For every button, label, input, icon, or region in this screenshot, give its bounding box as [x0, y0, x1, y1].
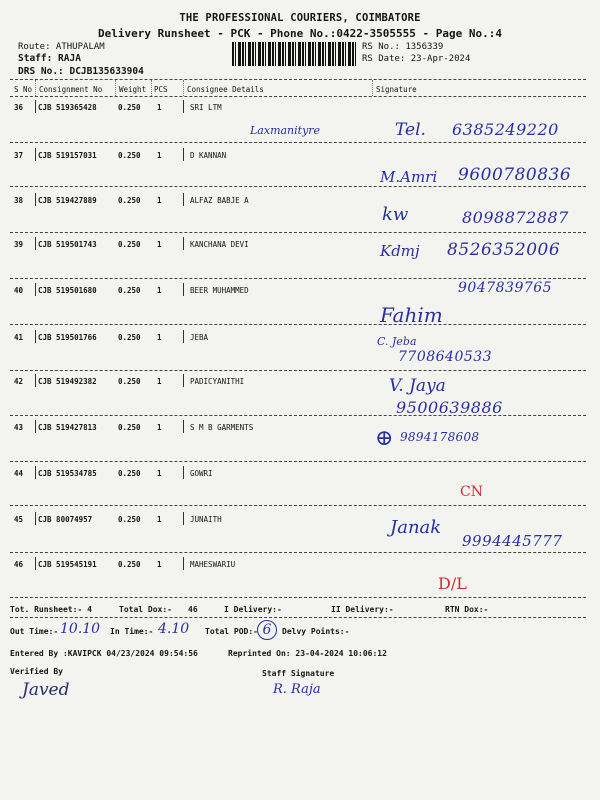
handwritten-signature: Janak — [390, 517, 442, 538]
handwritten-phone: 6385249220 — [452, 120, 559, 139]
row-weight: 0.250 — [118, 515, 141, 524]
box-mark — [35, 193, 38, 206]
row-weight: 0.250 — [118, 196, 141, 205]
row-consignee: ALFAZ BABJE A — [190, 196, 249, 205]
row-consignee: KANCHANA DEVI — [190, 240, 249, 249]
circle-mark-icon: ⊕ — [375, 426, 394, 451]
i-delivery-label: I Delivery:- — [224, 605, 282, 614]
handwritten-signature: V. Jaya — [389, 376, 446, 396]
row-weight: 0.250 — [118, 469, 141, 478]
out-time-label: Out Time:- — [10, 627, 59, 636]
box-mark — [35, 283, 38, 296]
box-mark — [35, 100, 38, 113]
row-consignee: MAHESWARIU — [190, 560, 236, 569]
delvy-points-label: Delvy Points:- — [282, 627, 350, 636]
runsheet-subtitle: Delivery Runsheet - PCK - Phone No.:0422-3505555 - Page No.:4 — [98, 27, 502, 40]
handwritten-phone: 9894178608 — [400, 430, 480, 444]
total-pod-label: Total POD:- — [205, 627, 258, 636]
row-weight: 0.250 — [118, 377, 141, 386]
row-pcs: 1 — [157, 560, 162, 569]
box-mark — [183, 374, 186, 387]
row-pcs: 1 — [157, 377, 162, 386]
row-pcs: 1 — [157, 240, 162, 249]
box-mark — [35, 420, 38, 433]
col-divider — [115, 80, 116, 96]
header-top-rule — [10, 79, 586, 80]
row-consignment: CJB 519157031 — [38, 151, 97, 160]
row-sno: 36 — [14, 103, 24, 112]
handwritten-signature: Kdmj — [380, 242, 420, 260]
row-sno: 43 — [14, 423, 24, 432]
row-weight: 0.250 — [118, 423, 141, 432]
handwritten-in-time: 4.10 — [158, 621, 190, 637]
box-mark — [183, 237, 186, 250]
row-pcs: 1 — [157, 196, 162, 205]
row-consignment: CJB 519545191 — [38, 560, 97, 569]
total-dox-label: Total Dox:- — [119, 605, 172, 614]
row-separator — [10, 324, 586, 325]
box-mark — [35, 374, 38, 387]
footer-mid-rule — [10, 617, 586, 618]
handwritten-signature: Fahim — [380, 303, 443, 327]
row-consignment: CJB 519501743 — [38, 240, 97, 249]
handwritten-phone: 8098872887 — [462, 208, 569, 227]
box-mark — [183, 283, 186, 296]
handwritten-phone: 9500639886 — [396, 398, 503, 417]
row-consignment: CJB 519365428 — [38, 103, 97, 112]
row-separator — [10, 278, 586, 279]
row-separator — [10, 552, 586, 553]
row-consignment: CJB 80074957 — [38, 515, 93, 524]
row-pcs: 1 — [157, 515, 162, 524]
company-title: THE PROFESSIONAL COURIERS, COIMBATORE — [179, 12, 421, 24]
row-pcs: 1 — [157, 333, 162, 342]
box-mark — [35, 148, 38, 161]
row-weight: 0.250 — [118, 286, 141, 295]
row-sno: 41 — [14, 333, 24, 342]
ii-delivery-label: II Delivery:- — [331, 605, 394, 614]
handwritten-note: D/L — [438, 574, 467, 593]
in-time-label: In Time:- — [110, 627, 154, 636]
col-divider — [372, 80, 373, 96]
drs-number: DRS No.: DCJB135633904 — [18, 66, 144, 77]
row-weight: 0.250 — [118, 333, 141, 342]
handwritten-name: Laxmanityre — [250, 124, 321, 137]
handwritten-phone: 9600780836 — [458, 165, 572, 185]
handwritten-total-pod: 6 — [257, 620, 277, 640]
row-pcs: 1 — [157, 151, 162, 160]
box-mark — [183, 420, 186, 433]
row-sno: 37 — [14, 151, 24, 160]
row-weight: 0.250 — [118, 151, 141, 160]
col-header-sno: S No — [14, 85, 33, 94]
row-consignment: CJB 519427813 — [38, 423, 97, 432]
handwritten-out-time: 10.10 — [60, 621, 101, 637]
rs-date: RS Date: 23-Apr-2024 — [362, 54, 471, 64]
row-consignment: CJB 519501766 — [38, 333, 97, 342]
box-mark — [35, 237, 38, 250]
box-mark — [35, 512, 38, 525]
handwritten-phone: 9047839765 — [458, 280, 553, 296]
row-pcs: 1 — [157, 469, 162, 478]
row-consignee: JUNAITH — [190, 515, 222, 524]
row-consignment: CJB 519427889 — [38, 196, 97, 205]
row-sno: 46 — [14, 560, 24, 569]
row-consignee: SRI LTM — [190, 103, 222, 112]
entered-by: Entered By :KAVIPCK 04/23/2024 09:54:56 — [10, 649, 198, 658]
staff-label: Staff: RAJA — [18, 53, 81, 64]
row-consignment: CJB 519534785 — [38, 469, 97, 478]
row-sno: 42 — [14, 377, 24, 386]
row-pcs: 1 — [157, 286, 162, 295]
row-sno: 44 — [14, 469, 24, 478]
row-separator — [10, 370, 586, 371]
row-consignee: S M B GARMENTS — [190, 423, 254, 432]
handwritten-signature: C. Jeba — [377, 335, 417, 348]
box-mark — [35, 557, 38, 570]
staff-signature: R. Raja — [273, 682, 321, 697]
row-pcs: 1 — [157, 103, 162, 112]
row-consignee: PADICYANITHI — [190, 377, 245, 386]
row-separator — [10, 461, 586, 462]
box-mark — [183, 148, 186, 161]
total-dox-value: 46 — [188, 605, 198, 614]
route-label: Route: ATHUPALAM — [18, 42, 105, 52]
verified-by-label: Verified By — [10, 667, 63, 676]
box-mark — [183, 193, 186, 206]
col-header-consignment: Consignment No — [39, 85, 103, 94]
row-sno: 39 — [14, 240, 24, 249]
handwritten-signature: M.Amri — [380, 168, 438, 186]
reprinted-on: Reprinted On: 23-04-2024 10:06:12 — [228, 649, 387, 658]
header-bottom-rule — [10, 96, 586, 97]
handwritten-phone: 9994445777 — [462, 532, 563, 550]
row-pcs: 1 — [157, 423, 162, 432]
row-consignee: JEBA — [190, 333, 209, 342]
col-divider — [183, 80, 184, 96]
tot-runsheet: Tot. Runsheet:- 4 — [10, 605, 92, 614]
footer-top-rule — [10, 597, 586, 598]
col-header-signature: Signature — [376, 85, 417, 94]
row-consignment: CJB 519492382 — [38, 377, 97, 386]
row-consignee: D KANNAN — [190, 151, 227, 160]
box-mark — [183, 512, 186, 525]
row-sno: 45 — [14, 515, 24, 524]
handwritten-note: CN — [460, 484, 483, 500]
verified-signature: Javed — [22, 680, 70, 700]
col-divider — [151, 80, 152, 96]
row-weight: 0.250 — [118, 240, 141, 249]
row-sno: 40 — [14, 286, 24, 295]
box-mark — [35, 466, 38, 479]
barcode-image — [232, 42, 356, 66]
handwritten-phone: 7708640533 — [398, 349, 493, 365]
box-mark — [183, 100, 186, 113]
row-weight: 0.250 — [118, 560, 141, 569]
col-header-weight: Weight — [119, 85, 147, 94]
col-divider — [35, 80, 36, 96]
col-header-pcs: PCS — [154, 85, 168, 94]
rs-number: RS No.: 1356339 — [362, 42, 444, 52]
rtn-dox-label: RTN Dox:- — [445, 605, 489, 614]
row-weight: 0.250 — [118, 103, 141, 112]
box-mark — [35, 330, 38, 343]
row-consignee: BEER MUHAMMED — [190, 286, 249, 295]
staff-signature-label: Staff Signature — [262, 669, 335, 678]
box-mark — [183, 330, 186, 343]
handwritten-phone: 8526352006 — [447, 240, 561, 260]
row-sno: 38 — [14, 196, 24, 205]
row-separator — [10, 232, 586, 233]
row-separator — [10, 505, 586, 506]
row-consignment: CJB 519501680 — [38, 286, 97, 295]
handwritten-signature: Tel. — [395, 120, 426, 140]
row-consignee: GOWRI — [190, 469, 213, 478]
row-separator — [10, 142, 586, 143]
row-separator — [10, 186, 586, 187]
handwritten-signature: kw — [382, 204, 409, 225]
col-header-consignee: Consignee Details — [187, 85, 264, 94]
box-mark — [183, 557, 186, 570]
box-mark — [183, 466, 186, 479]
